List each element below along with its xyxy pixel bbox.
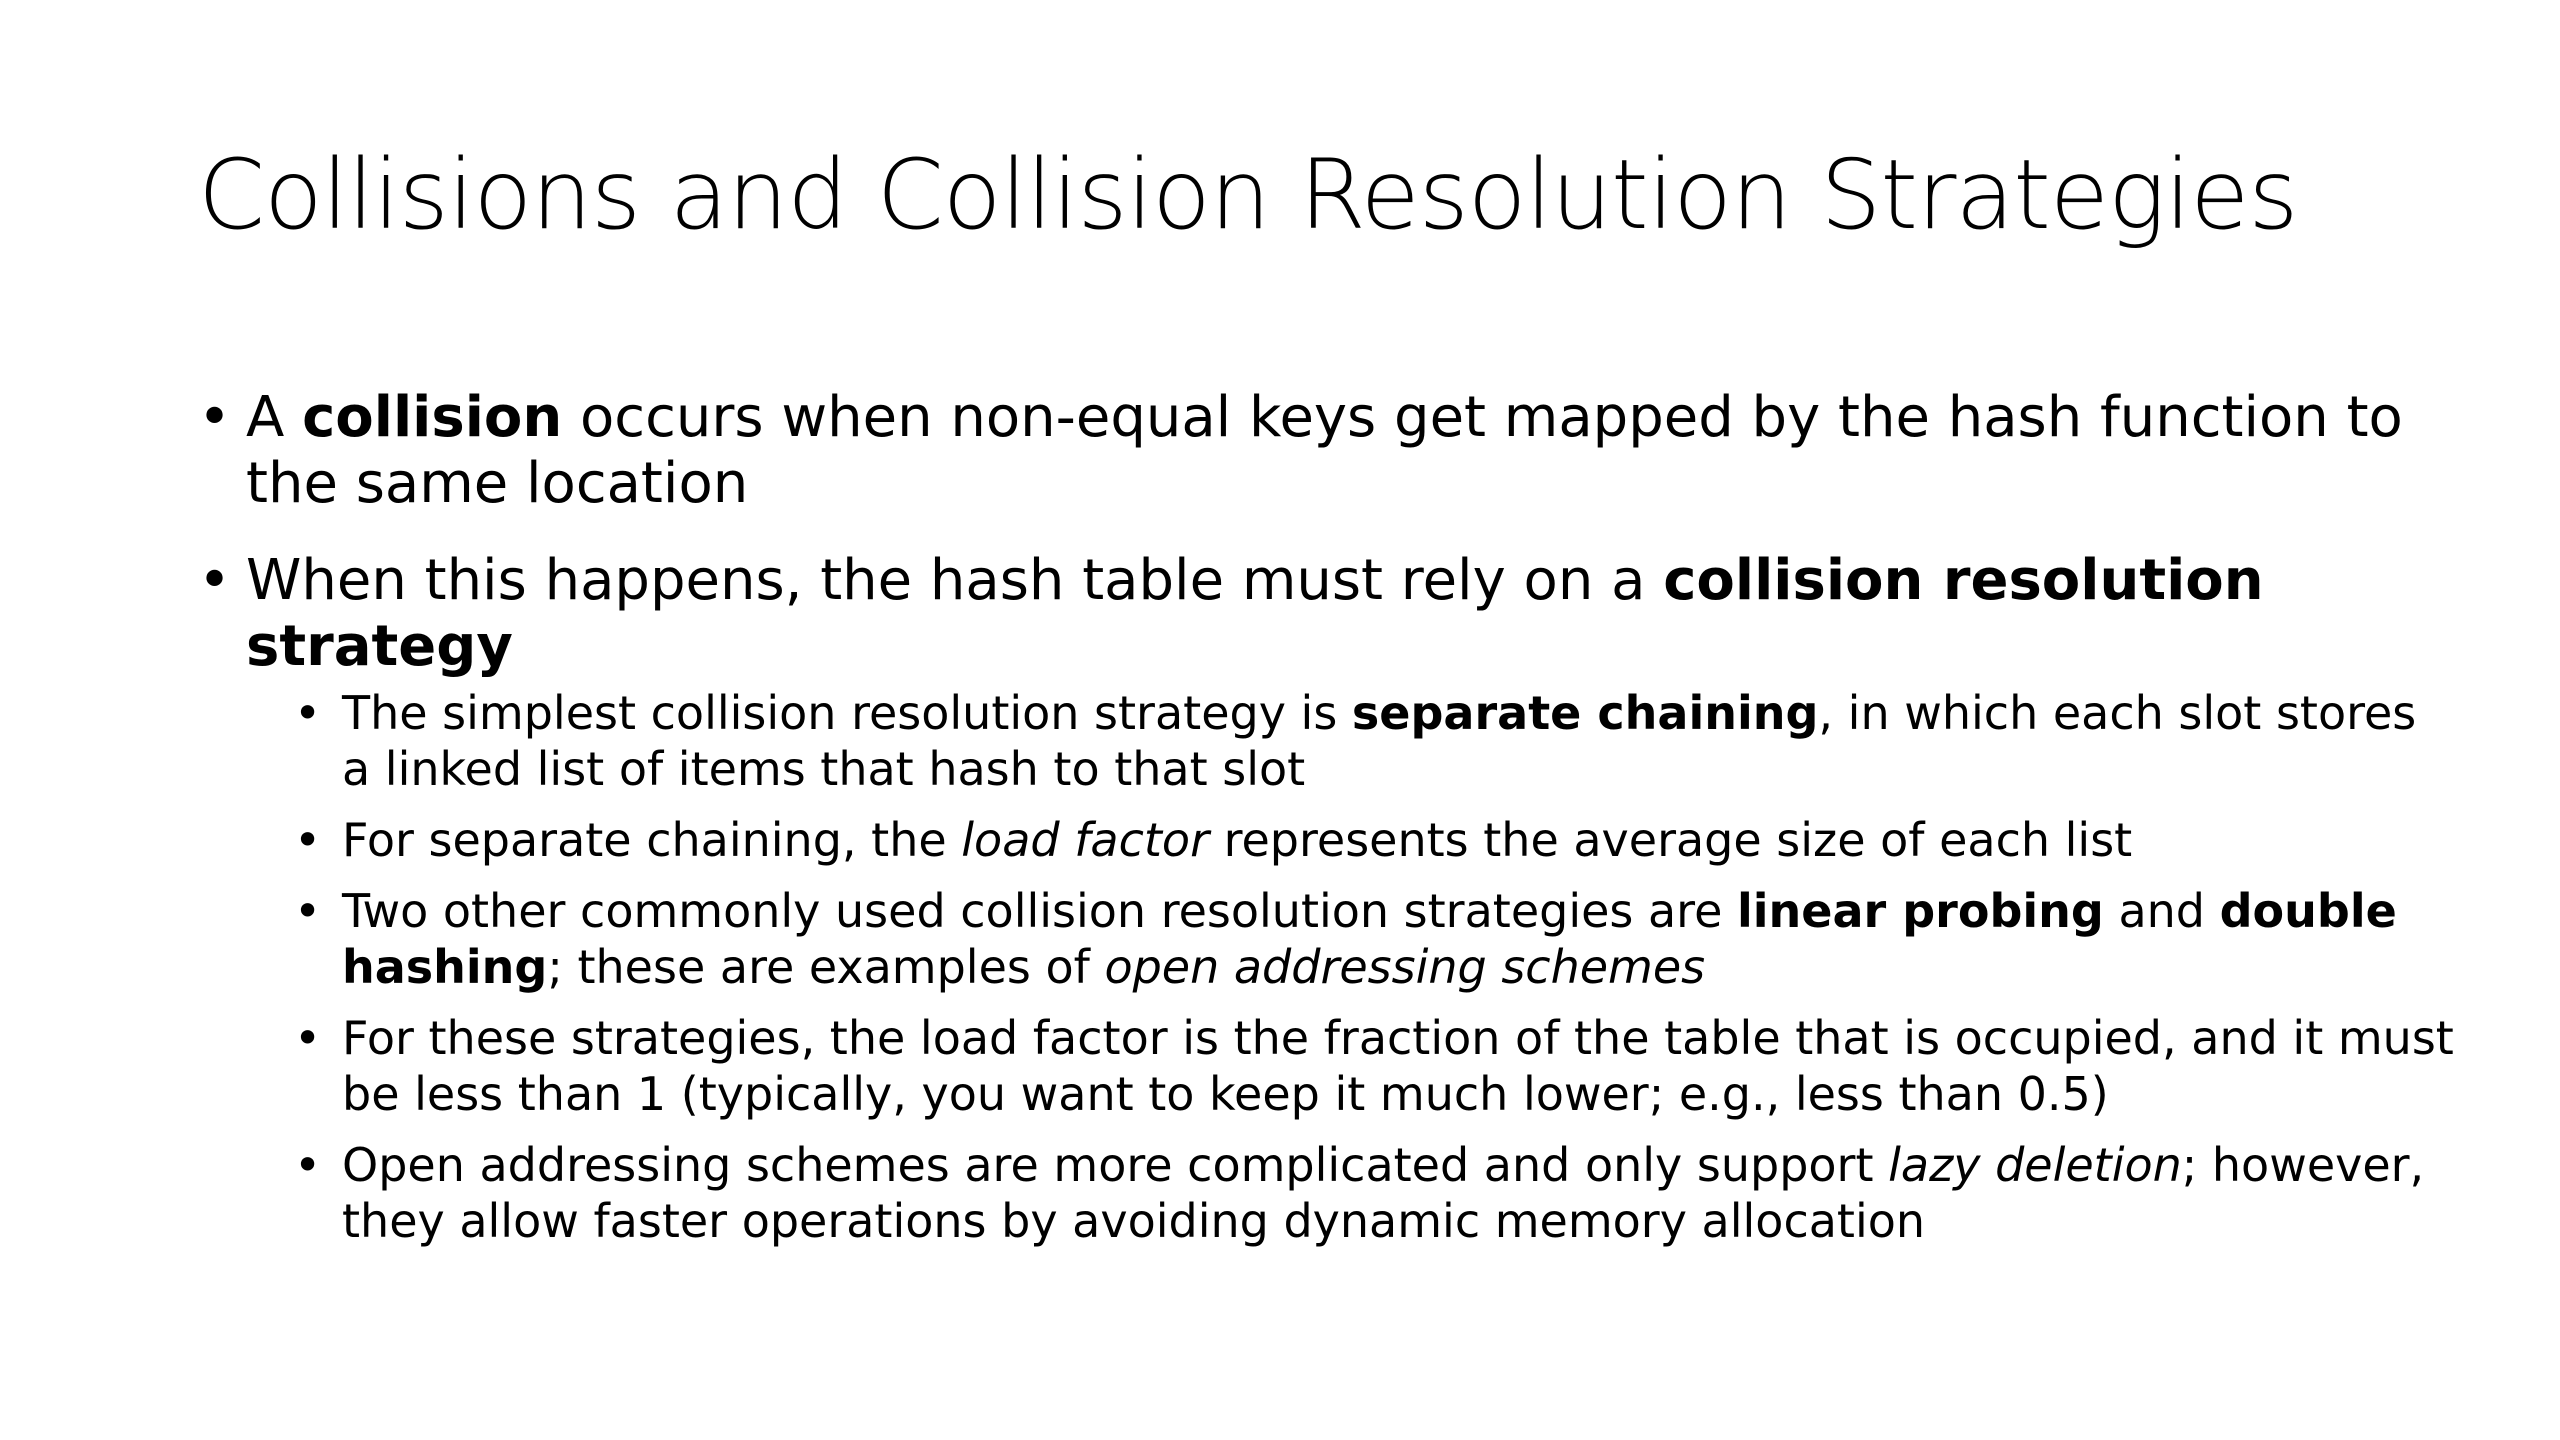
bullet-text: Two other commonly used collision resolution strategies are linear probing and double hashing; these are examples of open addressing schemes bbox=[342, 884, 2397, 994]
bullet-marker: • bbox=[294, 1011, 322, 1065]
term-linear-probing: linear probing bbox=[1737, 884, 2104, 938]
term-double-hashing: double hashing bbox=[342, 884, 2397, 994]
bullet-text: A collision occurs when non-equal keys get mapped by the hash function to the same location bbox=[246, 385, 2403, 516]
bullet-marker: • bbox=[294, 884, 322, 938]
slide-title: Collisions and Collision Resolution Strategies bbox=[198, 139, 2298, 251]
term-collision: collision bbox=[302, 385, 563, 450]
bullet-marker: • bbox=[198, 548, 232, 613]
bullet-text: When this happens, the hash table must rely on a collision resolution strategy bbox=[246, 548, 2264, 679]
slide-body bbox=[198, 385, 2458, 1264]
bullet-text: For separate chaining, the load factor represents the average size of each list bbox=[342, 813, 2133, 867]
sub-bullet-load-factor bbox=[294, 812, 2458, 868]
bullet-collision-definition bbox=[198, 385, 2458, 517]
term-load-factor: load factor bbox=[961, 813, 1209, 867]
bullet-marker: • bbox=[294, 1138, 322, 1192]
sub-bullet-lazy-deletion bbox=[294, 1137, 2458, 1249]
bullet-text: For these strategies, the load factor is the fraction of the table that is occupied, and it must be less than 1 (typically, you want to keep it much lower; e.g., less than 0.5) bbox=[342, 1011, 2454, 1121]
term-open-addressing-schemes: open addressing schemes bbox=[1104, 940, 1706, 994]
bullet-text: Open addressing schemes are more complicated and only support lazy deletion; however, they allow faster operations by avoiding dynamic memory allocation bbox=[342, 1138, 2425, 1248]
bullet-collision-resolution bbox=[198, 548, 2458, 680]
sub-bullet-open-addressing bbox=[294, 883, 2458, 995]
term-collision-resolution-strategy: collision resolution strategy bbox=[246, 548, 2264, 679]
sub-bullet-list bbox=[198, 685, 2458, 1249]
sub-bullet-load-factor-limit bbox=[294, 1010, 2458, 1122]
term-lazy-deletion: lazy deletion bbox=[1888, 1138, 2182, 1192]
bullet-text: The simplest collision resolution strategy is separate chaining, in which each slot stores a linked list of items that hash to that slot bbox=[342, 686, 2417, 796]
bullet-marker: • bbox=[294, 813, 322, 867]
bullet-marker: • bbox=[294, 686, 322, 740]
term-separate-chaining: separate chaining bbox=[1351, 686, 1819, 740]
bullet-marker: • bbox=[198, 385, 232, 450]
sub-bullet-separate-chaining bbox=[294, 685, 2458, 797]
